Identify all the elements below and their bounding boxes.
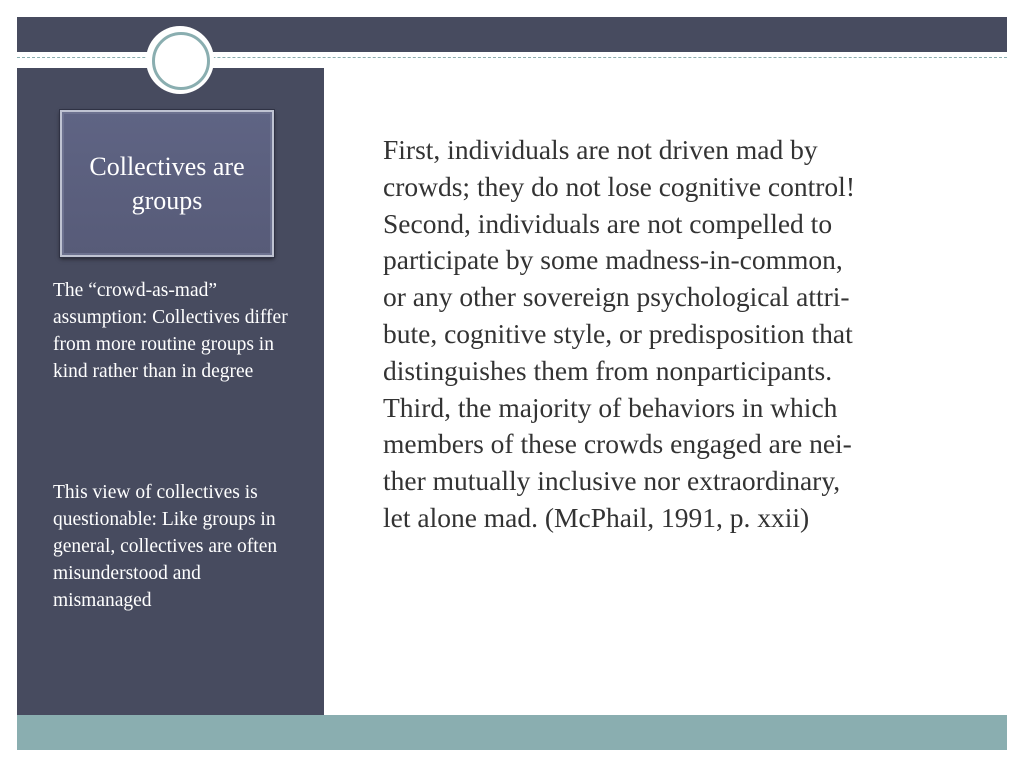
slide-title-box [60,110,274,257]
side-paragraph-view: This view of collectives is questionable: Like groups in general, collectives are often misunderstood and mismanaged [53,482,278,611]
bottom-banner [17,715,1007,750]
slide-title: Collectives are groups [89,151,245,215]
quote-block: First, individuals are not driven mad by crowds; they do not lose cognitive control! Second, individuals are not compelled to participate by some madness-in-common, or any other sovereign psychological attri- bute, cognitive style, or predisposition that distinguishes them from nonparticipants. Third, the majority of behaviors in which members of these crowds engaged are nei- ther mutually inclusive nor extraordinary, let alone mad. (McPhail, 1991, p. xxii) [383,134,855,533]
slide [17,17,1007,750]
circle-ornament-inner [152,32,210,90]
circle-ornament-icon [146,26,214,94]
side-paragraph-assumption: The “crowd-as-mad” assumption: Collectives differ from more routine groups in kind rather than in degree [53,280,288,382]
